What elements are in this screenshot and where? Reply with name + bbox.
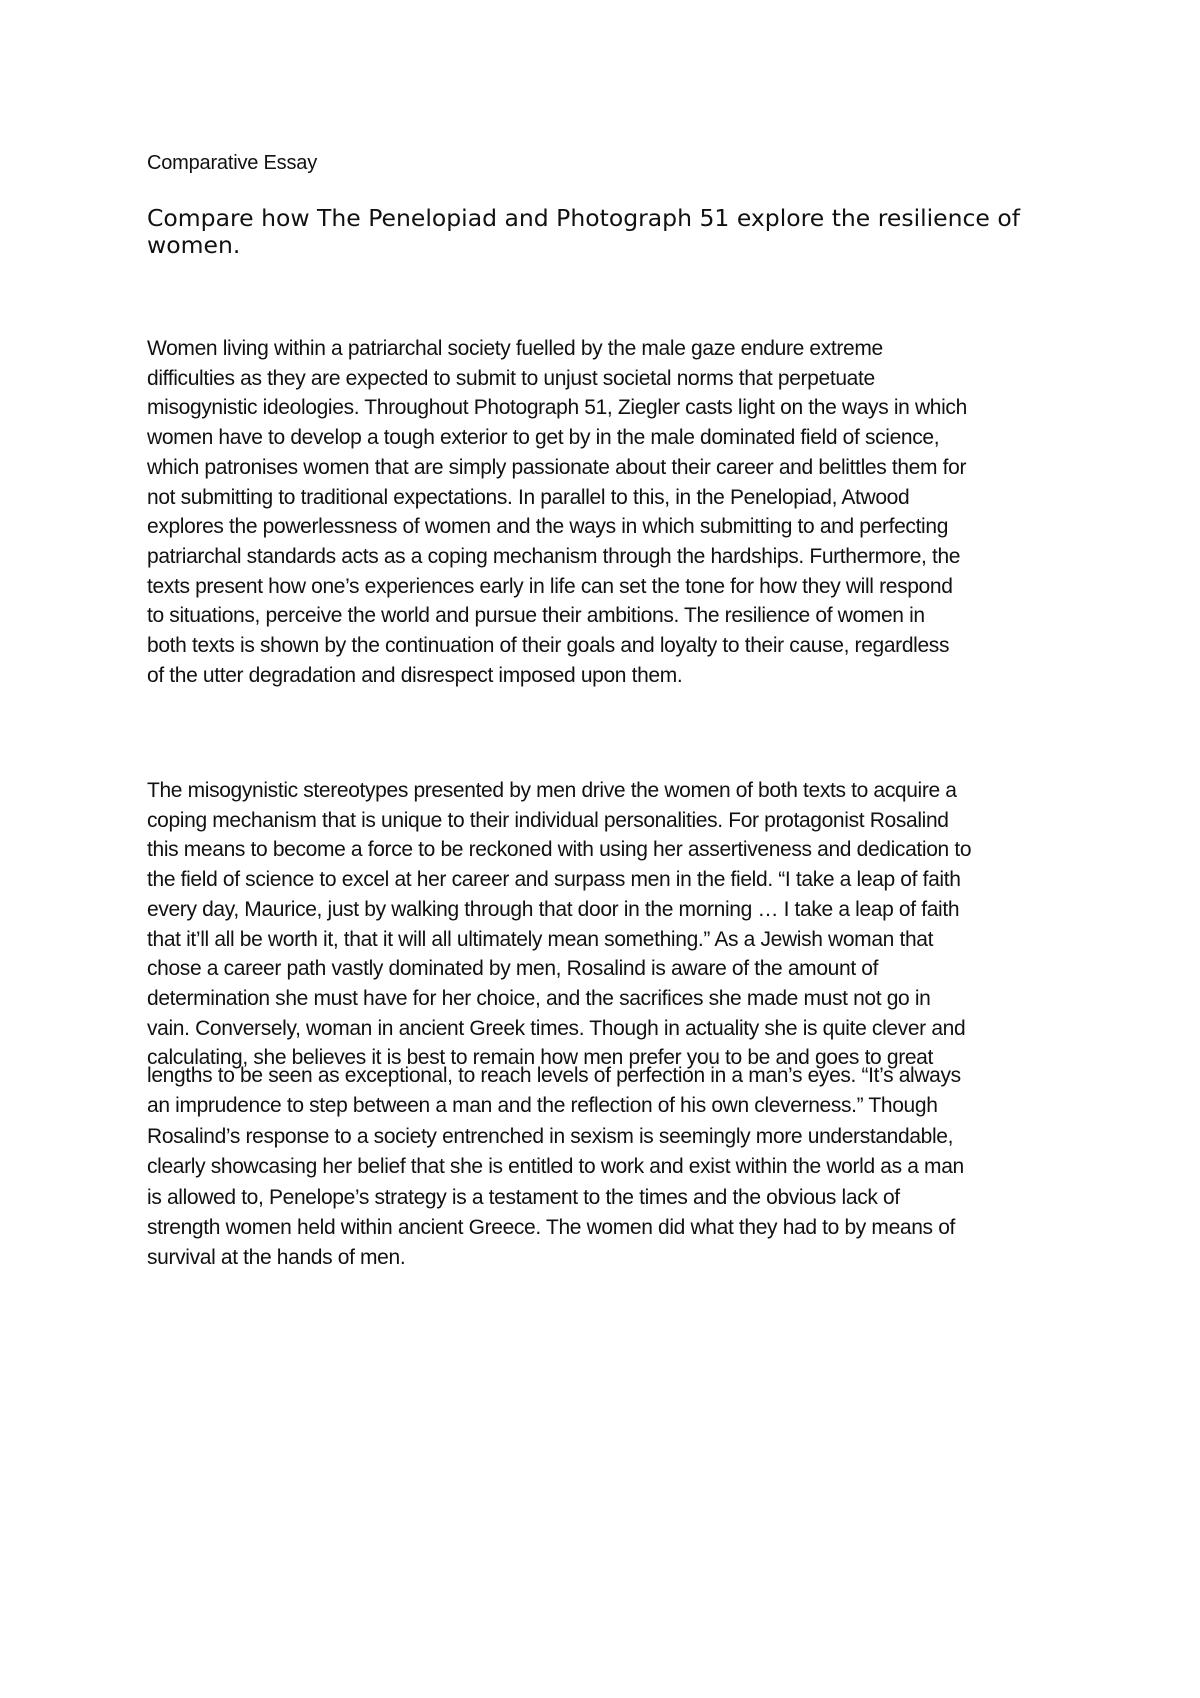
paragraph-body-continued — [147, 1061, 964, 1274]
paragraph-introduction — [147, 334, 967, 690]
paragraph-line: to situations, perceive the world and pursue their ambitions. The resilience of women in — [147, 604, 925, 628]
paragraph-line: Women living within a patriarchal society fuelled by the male gaze endure extreme — [147, 337, 883, 360]
paragraph-line: chose a career path vastly dominated by men, Rosalind is aware of the amount of — [147, 957, 879, 981]
paragraph-line: vain. Conversely, woman in ancient Greek times. Though in actuality she is quite clever and — [147, 1016, 966, 1040]
paragraph-line: difficulties as they are expected to submit to unjust societal norms that perpetuate — [147, 366, 875, 390]
paragraph-line: women have to develop a tough exterior to get by in the male dominated field of science, — [147, 426, 940, 450]
paragraph-line: determination she must have for her choice, and the sacrifices she made must not go in — [147, 986, 931, 1010]
paragraph-line: coping mechanism that is unique to their individual personalities. For protagonist Rosalind — [147, 808, 949, 832]
paragraph-line: that it’ll all be worth it, that it will all ultimately mean something.” As a Jewish woman that — [147, 927, 934, 951]
paragraph-line: explores the powerlessness of women and the ways in which submitting to and perfecting — [147, 515, 949, 539]
paragraph-line: both texts is shown by the continuation of their goals and loyalty to their cause, regardless — [147, 634, 950, 658]
paragraph-line: patriarchal standards acts as a coping mechanism through the hardships. Furthermore, the — [147, 544, 961, 568]
paragraph-line: clearly showcasing her belief that she is entitled to work and exist within the world as a man — [147, 1155, 964, 1179]
paragraph-line: this means to become a force to be reckoned with using her assertiveness and dedication to — [147, 838, 972, 862]
paragraph-line: not submitting to traditional expectations. In parallel to this, in the Penelopiad, Atwood — [147, 485, 910, 509]
paragraph-line: texts present how one’s experiences early in life can set the tone for how they will respond — [147, 574, 953, 598]
paragraph-line: the field of science to excel at her career and surpass men in the field. “I take a leap of faith — [147, 868, 961, 892]
document-label: Comparative Essay — [147, 152, 317, 174]
paragraph-line: Rosalind’s response to a society entrenched in sexism is seemingly more understandable, — [147, 1124, 954, 1148]
paragraph-line: strength women held within ancient Greece. The women did what they had to by means of — [147, 1216, 956, 1240]
paragraph-line: every day, Maurice, just by walking through that door in the morning … I take a leap of faith — [147, 897, 960, 921]
paragraph-body — [147, 776, 971, 1073]
paragraph-line: is allowed to, Penelope’s strategy is a testament to the times and the obvious lack of — [147, 1185, 900, 1209]
paragraph-line: which patronises women that are simply passionate about their career and belittles them for — [147, 455, 967, 479]
paragraph-line: The misogynistic stereotypes presented by men drive the women of both texts to acquire a — [147, 779, 957, 802]
paragraph-line: misogynistic ideologies. Throughout Photograph 51, Ziegler casts light on the ways in which — [147, 396, 967, 420]
paragraph-line: survival at the hands of men. — [147, 1246, 406, 1270]
paragraph-line: calculating, she believes it is best to remain how men prefer you to be and goes to great — [147, 1046, 933, 1070]
paragraph-line: an imprudence to step between a man and the reflection of his own cleverness.” Though — [147, 1094, 938, 1118]
paragraph-line: lengths to be seen as exceptional, to reach levels of perfection in a man’s eyes. “It’s always — [147, 1064, 961, 1087]
paragraph-line: of the utter degradation and disrespect imposed upon them. — [147, 663, 683, 687]
essay-question: Compare how The Penelopiad and Photograph 51 explore the resilience of women. — [147, 204, 1021, 259]
